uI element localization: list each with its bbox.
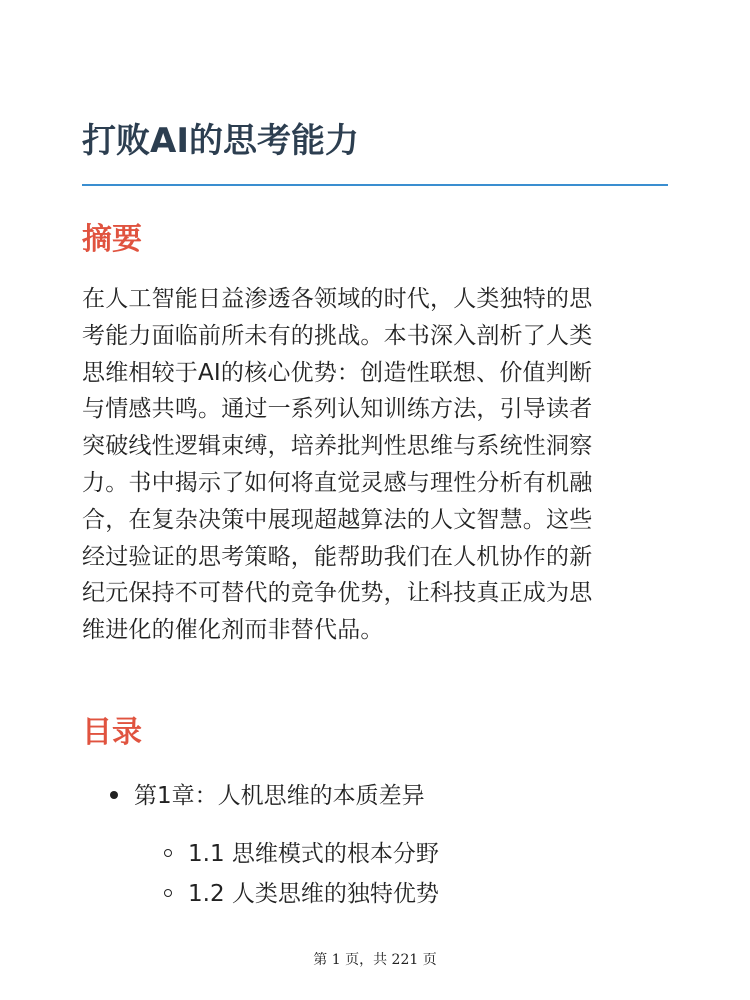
abstract-line: 力。书中揭示了如何将直觉灵感与理性分析有机融 xyxy=(82,469,593,496)
toc-chapter-item[interactable] xyxy=(110,778,425,814)
toc-section-label: 1.2 人类思维的独特优势 xyxy=(188,881,439,907)
toc-section-item[interactable] xyxy=(164,876,439,912)
circle-bullet-icon xyxy=(164,849,172,857)
abstract-paragraph xyxy=(82,281,668,649)
abstract-line: 经过验证的思考策略，能帮助我们在人机协作的新 xyxy=(82,543,593,570)
circle-bullet-icon xyxy=(164,889,172,897)
abstract-line: 纪元保持不可替代的竞争优势，让科技真正成为思 xyxy=(82,580,593,607)
title-divider xyxy=(82,184,668,186)
toc-section-label: 1.1 思维模式的根本分野 xyxy=(188,841,439,867)
document-title: 打败AI的思考能力 xyxy=(82,121,359,161)
page-number-footer: 第 1 页，共 221 页 xyxy=(313,952,437,968)
abstract-heading: 摘要 xyxy=(82,222,142,257)
disc-bullet-icon xyxy=(110,791,118,799)
abstract-line: 维进化的催化剂而非替代品。 xyxy=(82,617,384,644)
abstract-line: 合，在复杂决策中展现超越算法的人文智慧。这些 xyxy=(82,506,593,533)
abstract-line: 思维相较于AI的核心优势：创造性联想、价值判断 xyxy=(82,359,593,386)
abstract-line: 考能力面临前所未有的挑战。本书深入剖析了人类 xyxy=(82,322,593,349)
toc-heading: 目录 xyxy=(82,715,142,750)
abstract-line: 与情感共鸣。通过一系列认知训练方法，引导读者 xyxy=(82,396,593,423)
toc-section-item[interactable] xyxy=(164,836,439,872)
toc-chapter-label: 第1章：人机思维的本质差异 xyxy=(134,783,425,809)
abstract-line: 在人工智能日益渗透各领域的时代，人类独特的思 xyxy=(82,286,593,312)
abstract-line: 突破线性逻辑束缚，培养批判性思维与系统性洞察 xyxy=(82,433,593,460)
document-page xyxy=(82,0,668,1000)
